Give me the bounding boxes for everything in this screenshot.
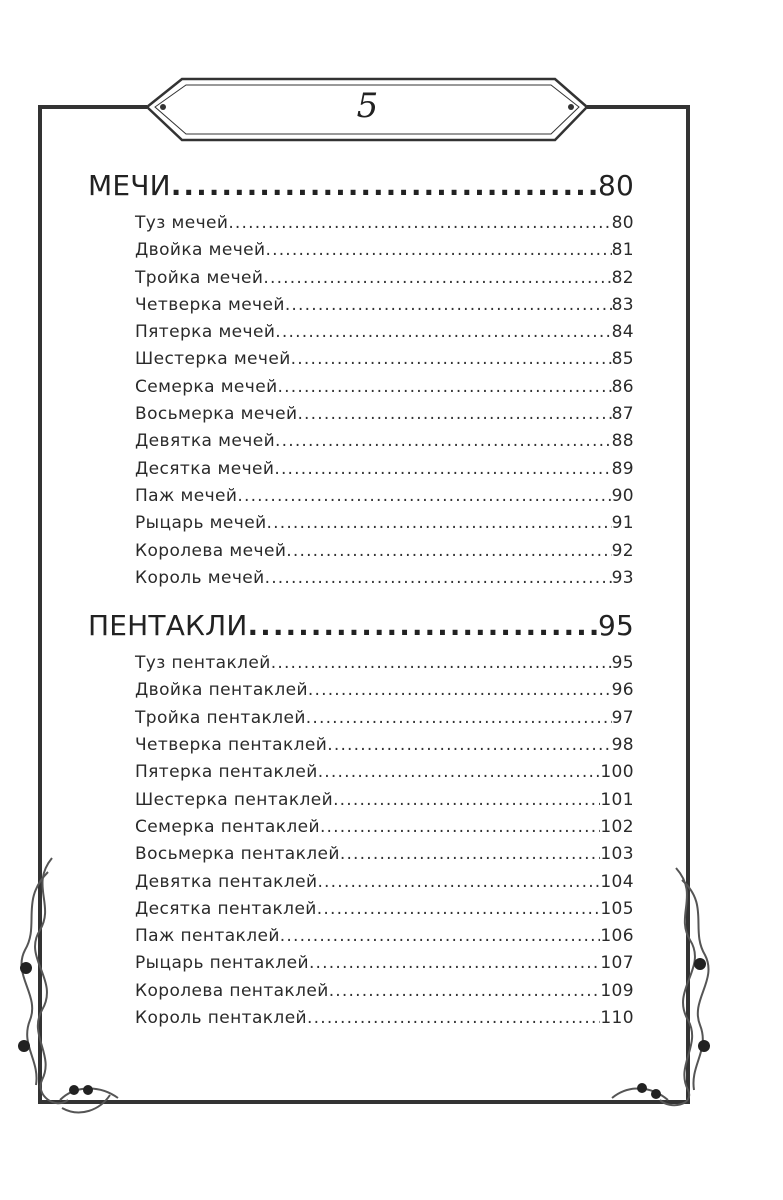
dot-leader (171, 166, 598, 206)
section-page: 80 (597, 169, 634, 202)
entry-label: Паж пентаклей (135, 926, 280, 947)
toc-section (88, 606, 634, 1032)
entry-page: 100 (600, 762, 634, 783)
toc-entry[interactable] (88, 1005, 634, 1032)
entry-page: 81 (611, 240, 634, 261)
toc-entry[interactable] (88, 265, 634, 292)
toc-entry[interactable] (88, 237, 634, 264)
entry-page: 87 (611, 404, 634, 425)
toc-entry[interactable] (88, 705, 634, 732)
entry-label: Семерка мечей (135, 376, 278, 397)
toc-entry[interactable] (88, 456, 634, 483)
entry-label: Король мечей (135, 567, 265, 588)
entry-label: Туз мечей (135, 213, 229, 233)
toc-entry[interactable] (88, 677, 634, 704)
dot-leader (286, 538, 611, 565)
dot-leader (306, 705, 612, 732)
entry-page: 105 (600, 898, 634, 919)
dot-leader (317, 869, 600, 896)
vine-berry (69, 1085, 79, 1095)
entry-label: Король пентаклей (135, 1008, 308, 1029)
toc-entry[interactable] (88, 538, 634, 565)
entry-label: Королева пентаклей (135, 980, 329, 1001)
entry-label: Двойка пентаклей (135, 680, 308, 701)
entry-label: Девятка мечей (135, 431, 276, 452)
entry-page: 89 (611, 458, 634, 479)
entry-label: Туз пентаклей (135, 653, 271, 674)
entry-page: 96 (611, 680, 634, 701)
section-heading[interactable] (88, 166, 634, 206)
dot-leader (267, 510, 612, 537)
vine-berry (694, 958, 706, 970)
toc-entry[interactable] (88, 319, 634, 346)
toc-entry[interactable] (88, 787, 634, 814)
vine-berry (20, 962, 32, 974)
vine-berry (637, 1083, 647, 1093)
entry-page: 104 (600, 871, 634, 892)
entry-page: 91 (611, 513, 634, 534)
entry-page: 85 (611, 349, 634, 370)
dot-leader (248, 606, 598, 646)
dot-leader (307, 1005, 600, 1032)
toc-entry[interactable] (88, 483, 634, 510)
entry-page: 86 (611, 376, 634, 397)
section-title: ПЕНТАКЛИ (88, 609, 248, 643)
toc-entry[interactable] (88, 896, 634, 923)
dot-leader (320, 814, 600, 841)
dot-leader (271, 650, 612, 677)
entry-label: Десятка мечей (135, 458, 275, 479)
dot-leader (329, 978, 601, 1005)
dot-leader (263, 265, 611, 292)
entry-label: Тройка пентаклей (135, 707, 306, 728)
dot-leader (275, 428, 612, 455)
entry-page: 82 (611, 267, 634, 288)
toc-entry[interactable] (88, 292, 634, 319)
entry-label: Рыцарь пентаклей (135, 953, 309, 974)
dot-leader (327, 732, 611, 759)
section-heading[interactable] (88, 606, 634, 646)
entry-label: Шестерка пентаклей (135, 789, 334, 810)
dot-leader (275, 319, 611, 346)
entry-page: 97 (611, 707, 634, 728)
entry-label: Рыцарь мечей (135, 513, 267, 534)
dot-leader (318, 759, 601, 786)
dot-leader (291, 346, 612, 373)
dot-leader (274, 456, 611, 483)
entry-page: 98 (611, 735, 634, 756)
toc-entry[interactable] (88, 346, 634, 373)
vine-berry (698, 1040, 710, 1052)
dot-leader (333, 787, 600, 814)
entry-label: Четверка пентаклей (135, 735, 328, 756)
table-of-contents (88, 166, 634, 1046)
vine-berry (83, 1085, 93, 1095)
entry-label: Десятка пентаклей (135, 898, 317, 919)
toc-entry[interactable] (88, 869, 634, 896)
page-number: 5 (356, 86, 379, 126)
dot-leader (297, 401, 611, 428)
dot-leader (237, 483, 611, 510)
section-title: МЕЧИ (88, 169, 171, 202)
toc-entry[interactable] (88, 732, 634, 759)
entry-page: 102 (600, 816, 634, 837)
dot-leader (280, 923, 601, 950)
toc-entry[interactable] (88, 923, 634, 950)
entry-label: Семерка пентаклей (135, 816, 320, 837)
entry-page: 88 (611, 431, 634, 452)
dot-leader (285, 292, 612, 319)
dot-leader (265, 237, 611, 264)
entry-page: 90 (611, 485, 634, 506)
entry-label: Пятерка мечей (135, 322, 276, 343)
entry-page: 107 (600, 953, 634, 974)
vine-berry (651, 1089, 661, 1099)
entry-page: 109 (600, 980, 634, 1001)
entry-page: 84 (611, 322, 634, 343)
entry-page: 92 (611, 540, 634, 561)
entry-label: Восьмерка пентаклей (135, 844, 340, 865)
toc-entry[interactable] (88, 210, 634, 237)
dot-leader (308, 677, 612, 704)
dot-leader (340, 841, 601, 868)
entry-label: Четверка мечей (135, 294, 285, 315)
entry-page: 83 (611, 294, 634, 315)
toc-entry[interactable] (88, 510, 634, 537)
toc-entry[interactable] (88, 565, 634, 592)
section-page: 95 (597, 609, 634, 643)
dot-leader (278, 374, 612, 401)
entry-page: 93 (611, 567, 634, 588)
entry-label: Двойка мечей (135, 240, 266, 261)
entry-label: Тройка мечей (135, 267, 264, 288)
toc-entry[interactable] (88, 374, 634, 401)
toc-entry[interactable] (88, 814, 634, 841)
toc-entry[interactable] (88, 978, 634, 1005)
vine-berry (18, 1040, 30, 1052)
entry-label: Королева мечей (135, 540, 287, 561)
entry-page: 103 (600, 844, 634, 865)
entry-page: 80 (611, 213, 634, 233)
dot-leader (228, 210, 611, 237)
dot-leader (265, 565, 612, 592)
entry-label: Шестерка мечей (135, 349, 291, 370)
toc-entry[interactable] (88, 428, 634, 455)
entry-label: Пятерка пентаклей (135, 762, 318, 783)
entry-label: Восьмерка мечей (135, 404, 298, 425)
toc-entry[interactable] (88, 401, 634, 428)
entry-page: 95 (611, 653, 634, 674)
toc-entry[interactable] (88, 759, 634, 786)
entry-label: Паж мечей (135, 485, 238, 506)
toc-section (88, 166, 634, 592)
entry-page: 106 (600, 926, 634, 947)
entry-label: Девятка пентаклей (135, 871, 318, 892)
toc-entry[interactable] (88, 841, 634, 868)
entry-page: 110 (600, 1008, 634, 1029)
toc-entry[interactable] (88, 950, 634, 977)
entry-page: 101 (600, 789, 634, 810)
toc-entry[interactable] (88, 650, 634, 677)
dot-leader (309, 950, 600, 977)
dot-leader (317, 896, 601, 923)
